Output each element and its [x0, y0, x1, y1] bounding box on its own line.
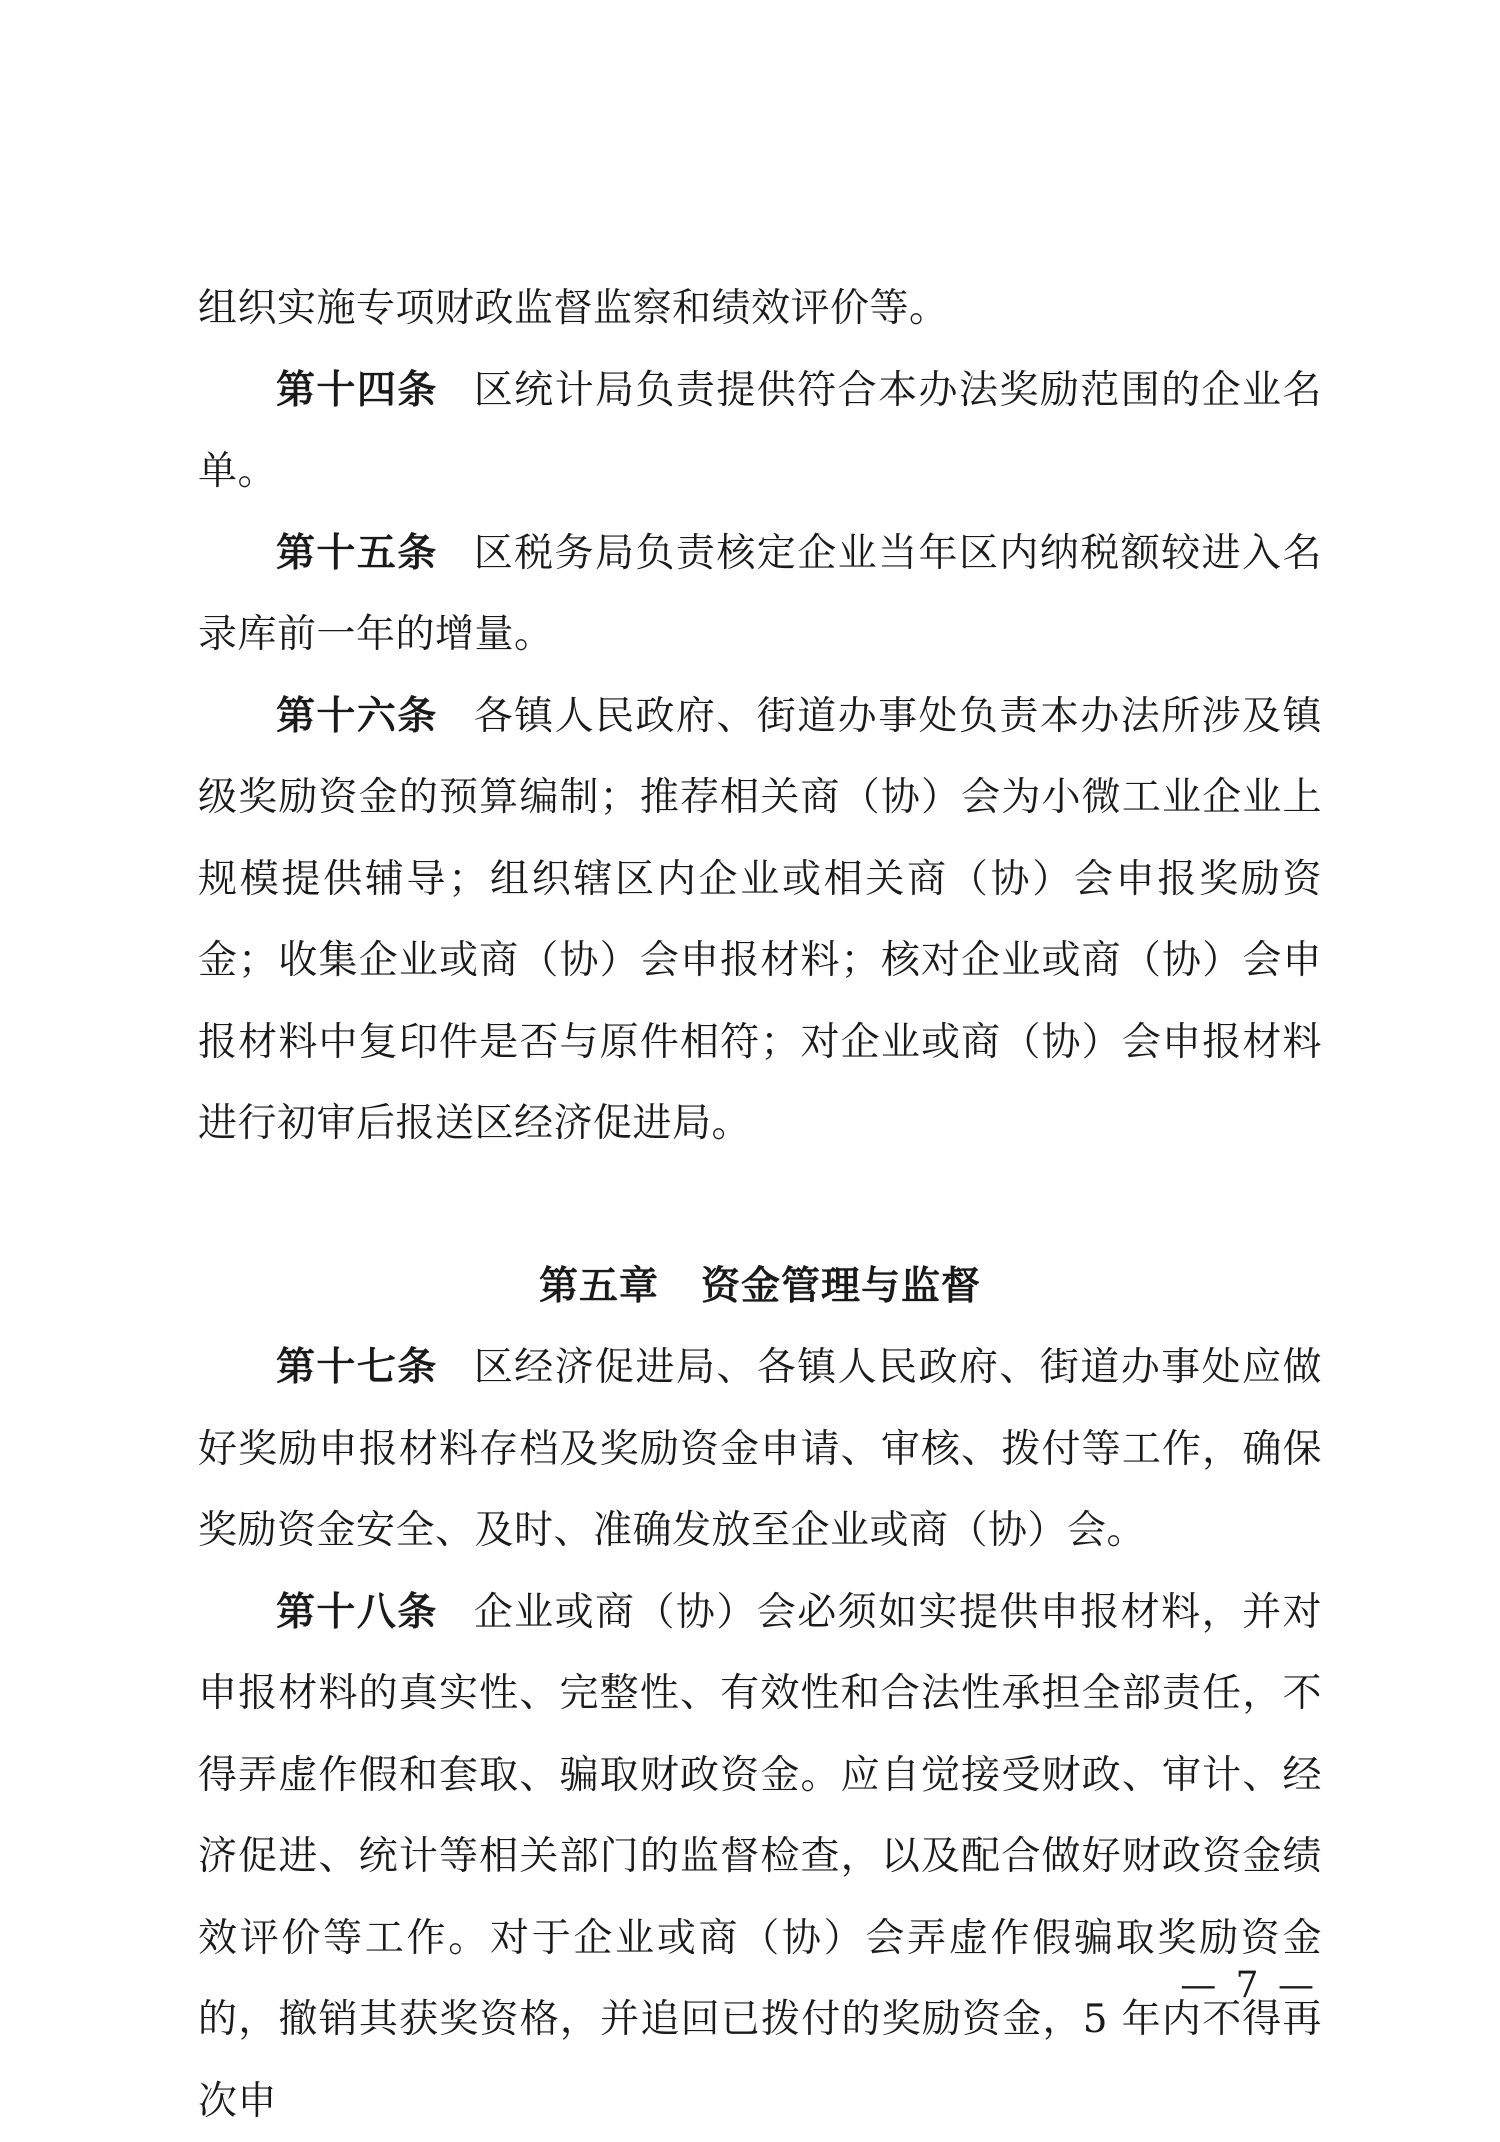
page-number: — 7 —	[1180, 1965, 1318, 2006]
article-14	[198, 350, 1322, 513]
article-15	[198, 513, 1322, 676]
article-number: 第十四条	[276, 368, 438, 413]
chapter-number: 第五章	[539, 1264, 659, 1309]
article-16	[198, 676, 1322, 1165]
article-17	[198, 1327, 1322, 1572]
article-text: 区统计局负责提供符合本办法奖励范围的企业名单。	[198, 368, 1322, 495]
article-18	[198, 1572, 1322, 2142]
continuation-paragraph: 组织实施专项财政监督监察和绩效评价等。	[198, 268, 1322, 350]
article-number: 第十五条	[276, 531, 438, 576]
article-number: 第十七条	[276, 1345, 438, 1390]
article-number: 第十六条	[276, 694, 438, 739]
document-body	[198, 268, 1322, 2142]
article-text: 企业或商（协）会必须如实提供申报材料，并对申报材料的真实性、完整性、有效性和合法性承担全部责任，不得弄虚作假和套取、骗取财政资金。应自觉接受财政、审计、经济促进、统计等相关部门的监督检查，以及配合做好财政资金绩效评价等工作。对于企业或商（协）会弄虚作假骗取奖励资金的，撤销其获奖资格，并追回已拨付的奖励资金，5 年内不得再次申	[198, 1590, 1322, 2124]
article-text: 各镇人民政府、街道办事处负责本办法所涉及镇级奖励资金的预算编制；推荐相关商（协）会为小微工业企业上规模提供辅导；组织辖区内企业或相关商（协）会申报奖励资金；收集企业或商（协）会申报材料；核对企业或商（协）会申报材料中复印件是否与原件相符；对企业或商（协）会申报材料进行初审后报送区经济促进局。	[198, 694, 1322, 1147]
chapter-heading	[198, 1246, 1322, 1328]
chapter-title: 资金管理与监督	[701, 1264, 981, 1309]
article-number: 第十八条	[276, 1590, 438, 1635]
article-text: 区经济促进局、各镇人民政府、街道办事处应做好奖励申报材料存档及奖励资金申请、审核、拨付等工作，确保奖励资金安全、及时、准确发放至企业或商（协）会。	[198, 1345, 1322, 1553]
article-text: 区税务局负责核定企业当年区内纳税额较进入名录库前一年的增量。	[198, 531, 1322, 658]
